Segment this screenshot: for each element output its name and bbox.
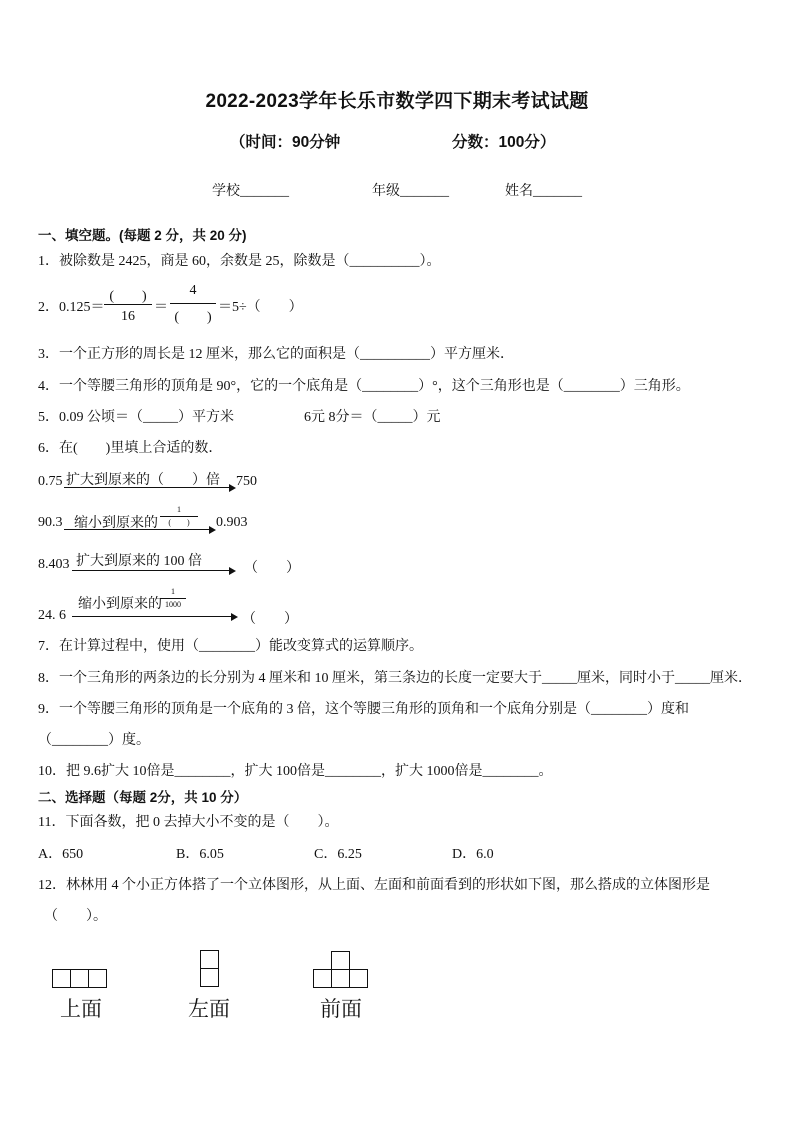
question-2-denominator-1: 16 bbox=[121, 309, 135, 324]
question-10: 10．把 9.6扩大 10倍是________，扩大 100倍是________，扩大 1000倍是________。 bbox=[38, 764, 553, 779]
start-value: 24. 6 bbox=[38, 608, 66, 623]
option-b: B．6.05 bbox=[176, 847, 224, 862]
fraction-denominator: 1000 bbox=[165, 600, 181, 609]
view-label-front: 前面 bbox=[320, 997, 362, 1021]
grade-field: 年级_______ bbox=[372, 184, 449, 199]
question-5a: 5．0.09 公顷＝（_____）平方米 bbox=[38, 410, 234, 425]
fraction-numerator: 1 bbox=[177, 505, 181, 514]
question-12-line-2: （ ）。 bbox=[44, 909, 107, 924]
option-c: C．6.25 bbox=[314, 847, 362, 862]
end-value: 0.903 bbox=[216, 515, 248, 530]
arrow-right-icon bbox=[72, 616, 232, 617]
fraction-numerator: 1 bbox=[171, 587, 175, 596]
start-value: 90.3 bbox=[38, 515, 63, 530]
arrow-right-icon bbox=[64, 529, 210, 530]
arrow-label: 扩大到原来的（ ）倍 bbox=[66, 473, 220, 488]
question-9-line-1: 9．一个等腰三角形的顶角是一个底角的 3 倍，这个等腰三角形的顶角和一个底角分别是（________）度和 bbox=[38, 702, 689, 717]
fraction-bar bbox=[160, 598, 186, 599]
arrow-right-icon bbox=[72, 570, 230, 571]
cube-face bbox=[331, 951, 350, 970]
start-value: 0.75 bbox=[38, 474, 63, 489]
view-label-left: 左面 bbox=[188, 997, 230, 1021]
fraction-bar bbox=[170, 303, 216, 304]
arrow-label: 缩小到原来的 bbox=[74, 516, 158, 531]
question-2-equals: ＝ bbox=[154, 300, 168, 315]
end-value: 750 bbox=[236, 474, 257, 489]
cube-face bbox=[200, 950, 219, 969]
arrow-label: 缩小到原来的 bbox=[78, 597, 162, 612]
question-2-suffix: ＝5÷（ ） bbox=[218, 300, 303, 315]
name-field: 姓名_______ bbox=[505, 184, 582, 199]
cube-face bbox=[313, 969, 332, 988]
school-field: 学校_______ bbox=[212, 184, 289, 199]
cube-face bbox=[349, 969, 368, 988]
view-label-top: 上面 bbox=[60, 997, 102, 1021]
question-7: 7．在计算过程中，使用（________）能改变算式的运算顺序。 bbox=[38, 639, 423, 654]
question-8: 8．一个三角形的两条边的长分别为 4 厘米和 10 厘米，第三条边的长度一定要大于_____厘米，同时小于_____厘米． bbox=[38, 671, 752, 686]
fraction-bar bbox=[104, 304, 152, 305]
cube-face bbox=[88, 969, 107, 988]
start-value: 8.403 bbox=[38, 557, 70, 572]
question-5b: 6元 8分＝（_____）元 bbox=[304, 410, 441, 425]
fraction-denominator: ( ) bbox=[168, 518, 190, 527]
question-2-numerator-1: ( ) bbox=[109, 289, 147, 304]
cube-face bbox=[52, 969, 71, 988]
section-heading-fill-in: 一、填空题。(每题 2 分，共 20 分) bbox=[38, 228, 247, 243]
end-value: （ ） bbox=[242, 612, 298, 627]
question-9-line-2: （________）度。 bbox=[38, 733, 150, 748]
option-d: D．6.0 bbox=[452, 847, 494, 862]
arrow-right-icon bbox=[64, 487, 230, 488]
cube-face bbox=[200, 968, 219, 987]
question-2-prefix: 2．0.125＝ bbox=[38, 300, 105, 315]
page-title: 2022-2023学年长乐市数学四下期末考试试题 bbox=[205, 91, 589, 112]
exam-score: 分数：100分） bbox=[452, 134, 556, 151]
question-3: 3．一个正方形的周长是 12 厘米，那么它的面积是（__________）平方厘米． bbox=[38, 347, 514, 362]
option-a: A．650 bbox=[38, 847, 84, 862]
arrow-label: 扩大到原来的 100 倍 bbox=[76, 554, 202, 569]
question-6: 6．在( )里填上合适的数． bbox=[38, 441, 223, 456]
exam-time: （时间：90分钟 bbox=[230, 134, 341, 151]
section-heading-choice: 二、选择题（每题 2分，共 10 分） bbox=[38, 790, 248, 805]
question-4: 4．一个等腰三角形的顶角是 90°，它的一个底角是（________）°，这个三角形也是（________）三角形。 bbox=[38, 379, 690, 394]
cube-face bbox=[331, 969, 350, 988]
question-1: 1．被除数是 2425，商是 60，余数是 25，除数是（__________）。 bbox=[38, 254, 441, 269]
question-2-numerator-2: 4 bbox=[189, 283, 197, 298]
question-2-denominator-2: ( ) bbox=[174, 310, 212, 325]
cube-face bbox=[70, 969, 89, 988]
question-12-line-1: 12．林林用 4 个小正方体搭了一个立体图形，从上面、左面和前面看到的形状如下图，那么搭成的立体图形是 bbox=[38, 878, 710, 893]
end-value: （ ） bbox=[244, 561, 300, 576]
question-11: 11．下面各数，把 0 去掉大小不变的是（ ）。 bbox=[38, 815, 339, 830]
